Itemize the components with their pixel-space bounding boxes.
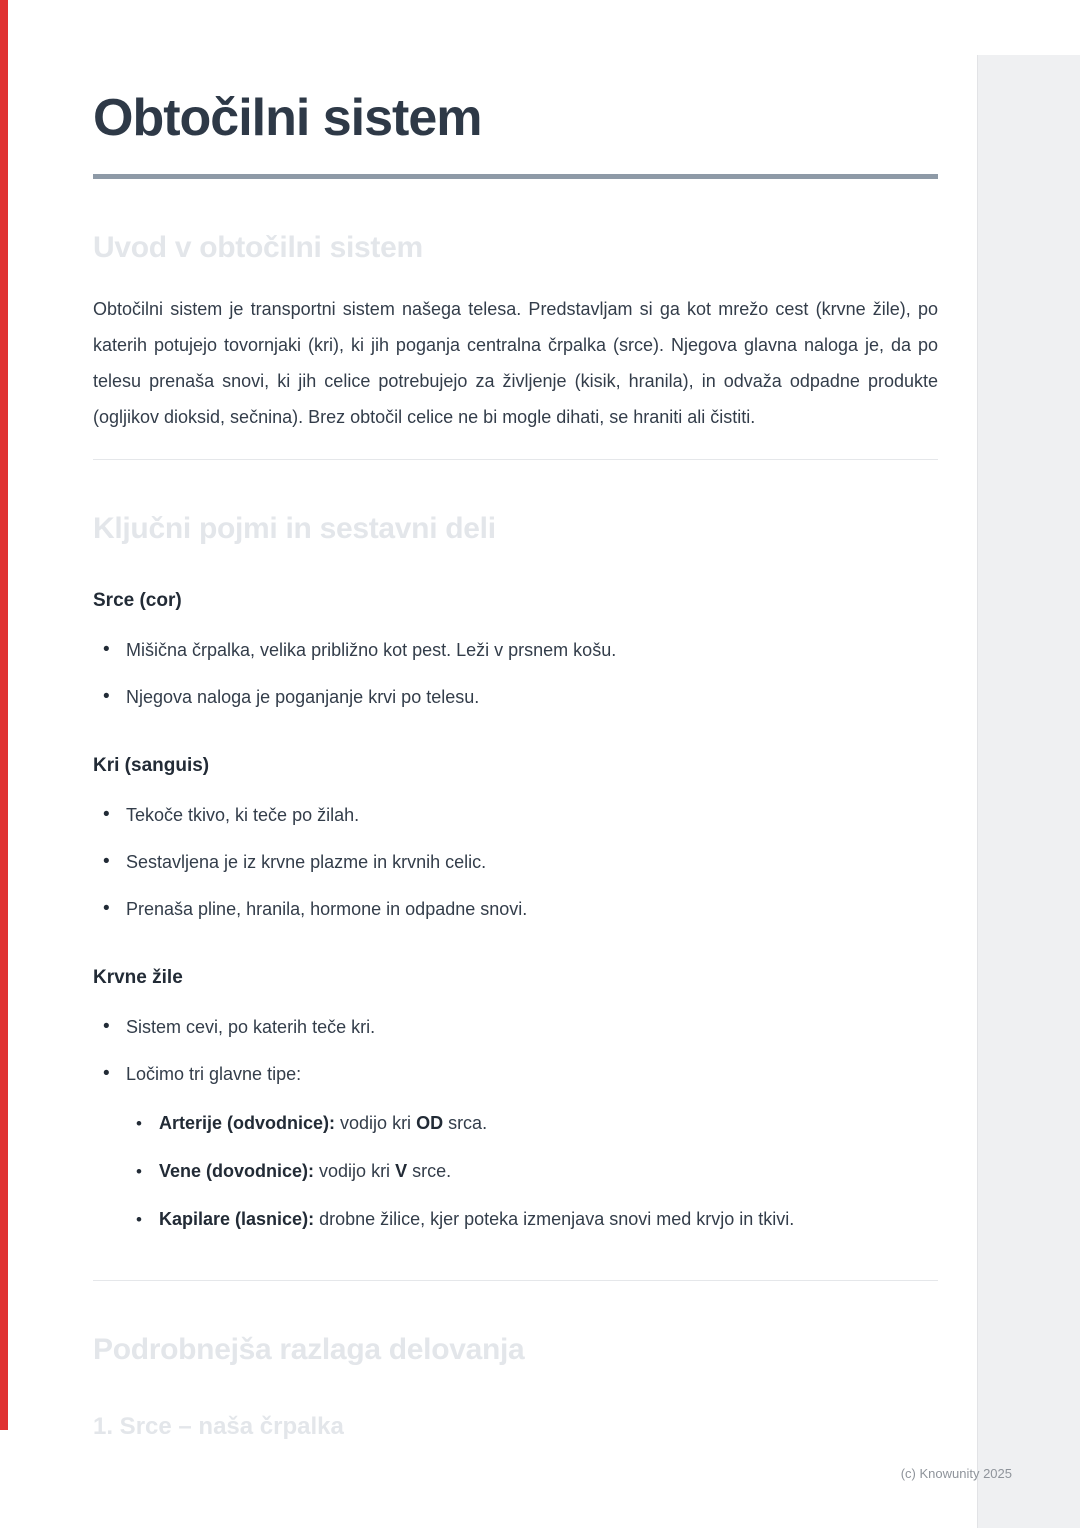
term-emphasis: V [395,1161,408,1181]
list-item: • Mišična črpalka, velika približno kot pest. Leži v prsnem košu. [93,636,938,664]
section-divider-2 [93,1280,938,1281]
list-item [93,1060,938,1234]
section-heading-concepts: Ključni pojmi in sestavni deli [93,512,496,545]
term-text: vodijo kri [335,1113,417,1133]
title-divider [93,174,938,179]
section-divider-1 [93,459,938,460]
list-item: • Sistem cevi, po katerih teče kri. [93,1013,938,1041]
term-text: srca. [443,1113,488,1133]
term-label: Kapilare (lasnice): [159,1209,315,1229]
sub-bullet-list-tipi [126,1108,938,1234]
term-text: vodijo kri [314,1161,396,1181]
bullet-list-srce [93,636,938,711]
left-accent-stripe [0,0,8,1430]
section-heading-intro: Uvod v obtočilni sistem [93,231,423,264]
term-label: Vene (dovodnice): [159,1161,315,1181]
list-item: • Tekoče tkivo, ki teče po žilah. [93,801,938,829]
sub-list-item-arterije [126,1108,938,1138]
term-text: srce. [407,1161,452,1181]
term-emphasis: OD [416,1113,444,1133]
subsection-title-srce: Srce (cor) [93,590,182,611]
footer-credit: (c) Knowunity 2025 [900,1466,1012,1481]
term-label: Arterije (odvodnice): [159,1113,336,1133]
list-item: • Sestavljena je iz krvne plazme in krvnih celic. [93,848,938,876]
bullet-list-krvne-zile [93,1013,938,1234]
sub-list-item-vene [126,1156,938,1186]
subsection-title-kri: Kri (sanguis) [93,755,210,776]
page-edge-strip [977,55,1080,1528]
list-item-text: Ločimo tri glavne tipe: [126,1064,302,1084]
term-text: drobne žilice, kjer poteka izmenjava snovi med krvjo in tkivi. [314,1209,795,1229]
bullet-list-kri [93,801,938,923]
intro-paragraph: Obtočilni sistem je transportni sistem našega telesa. Predstavljam si ga kot mrežo cest (krvne žile), po katerih potujejo tovornjaki (kri), ki jih poganja centralna črpalka (srce). Njegova glavna naloga je, da po telesu prenaša snovi, ki jih celice potrebujejo za življenje (kisik, hranila), in odvaža odpadne produkte (ogljikov dioksid, sečnina). Brez obtočil celice ne bi mogle dihati, se hraniti ali čistiti. [93,299,938,427]
list-item: • Njegova naloga je poganjanje krvi po telesu. [93,683,938,711]
section-heading-detail: Podrobnejša razlaga delovanja [93,1333,525,1366]
document-content [93,0,938,1441]
subsection-title-krvne-zile: Krvne žile [93,967,183,988]
subsection-heading-srce-crpalka: 1. Srce – naša črpalka [93,1413,344,1440]
sub-list-item-kapilare [126,1204,938,1234]
page-title: Obtočilni sistem [93,89,482,147]
list-item: • Prenaša pline, hranila, hormone in odpadne snovi. [93,895,938,923]
